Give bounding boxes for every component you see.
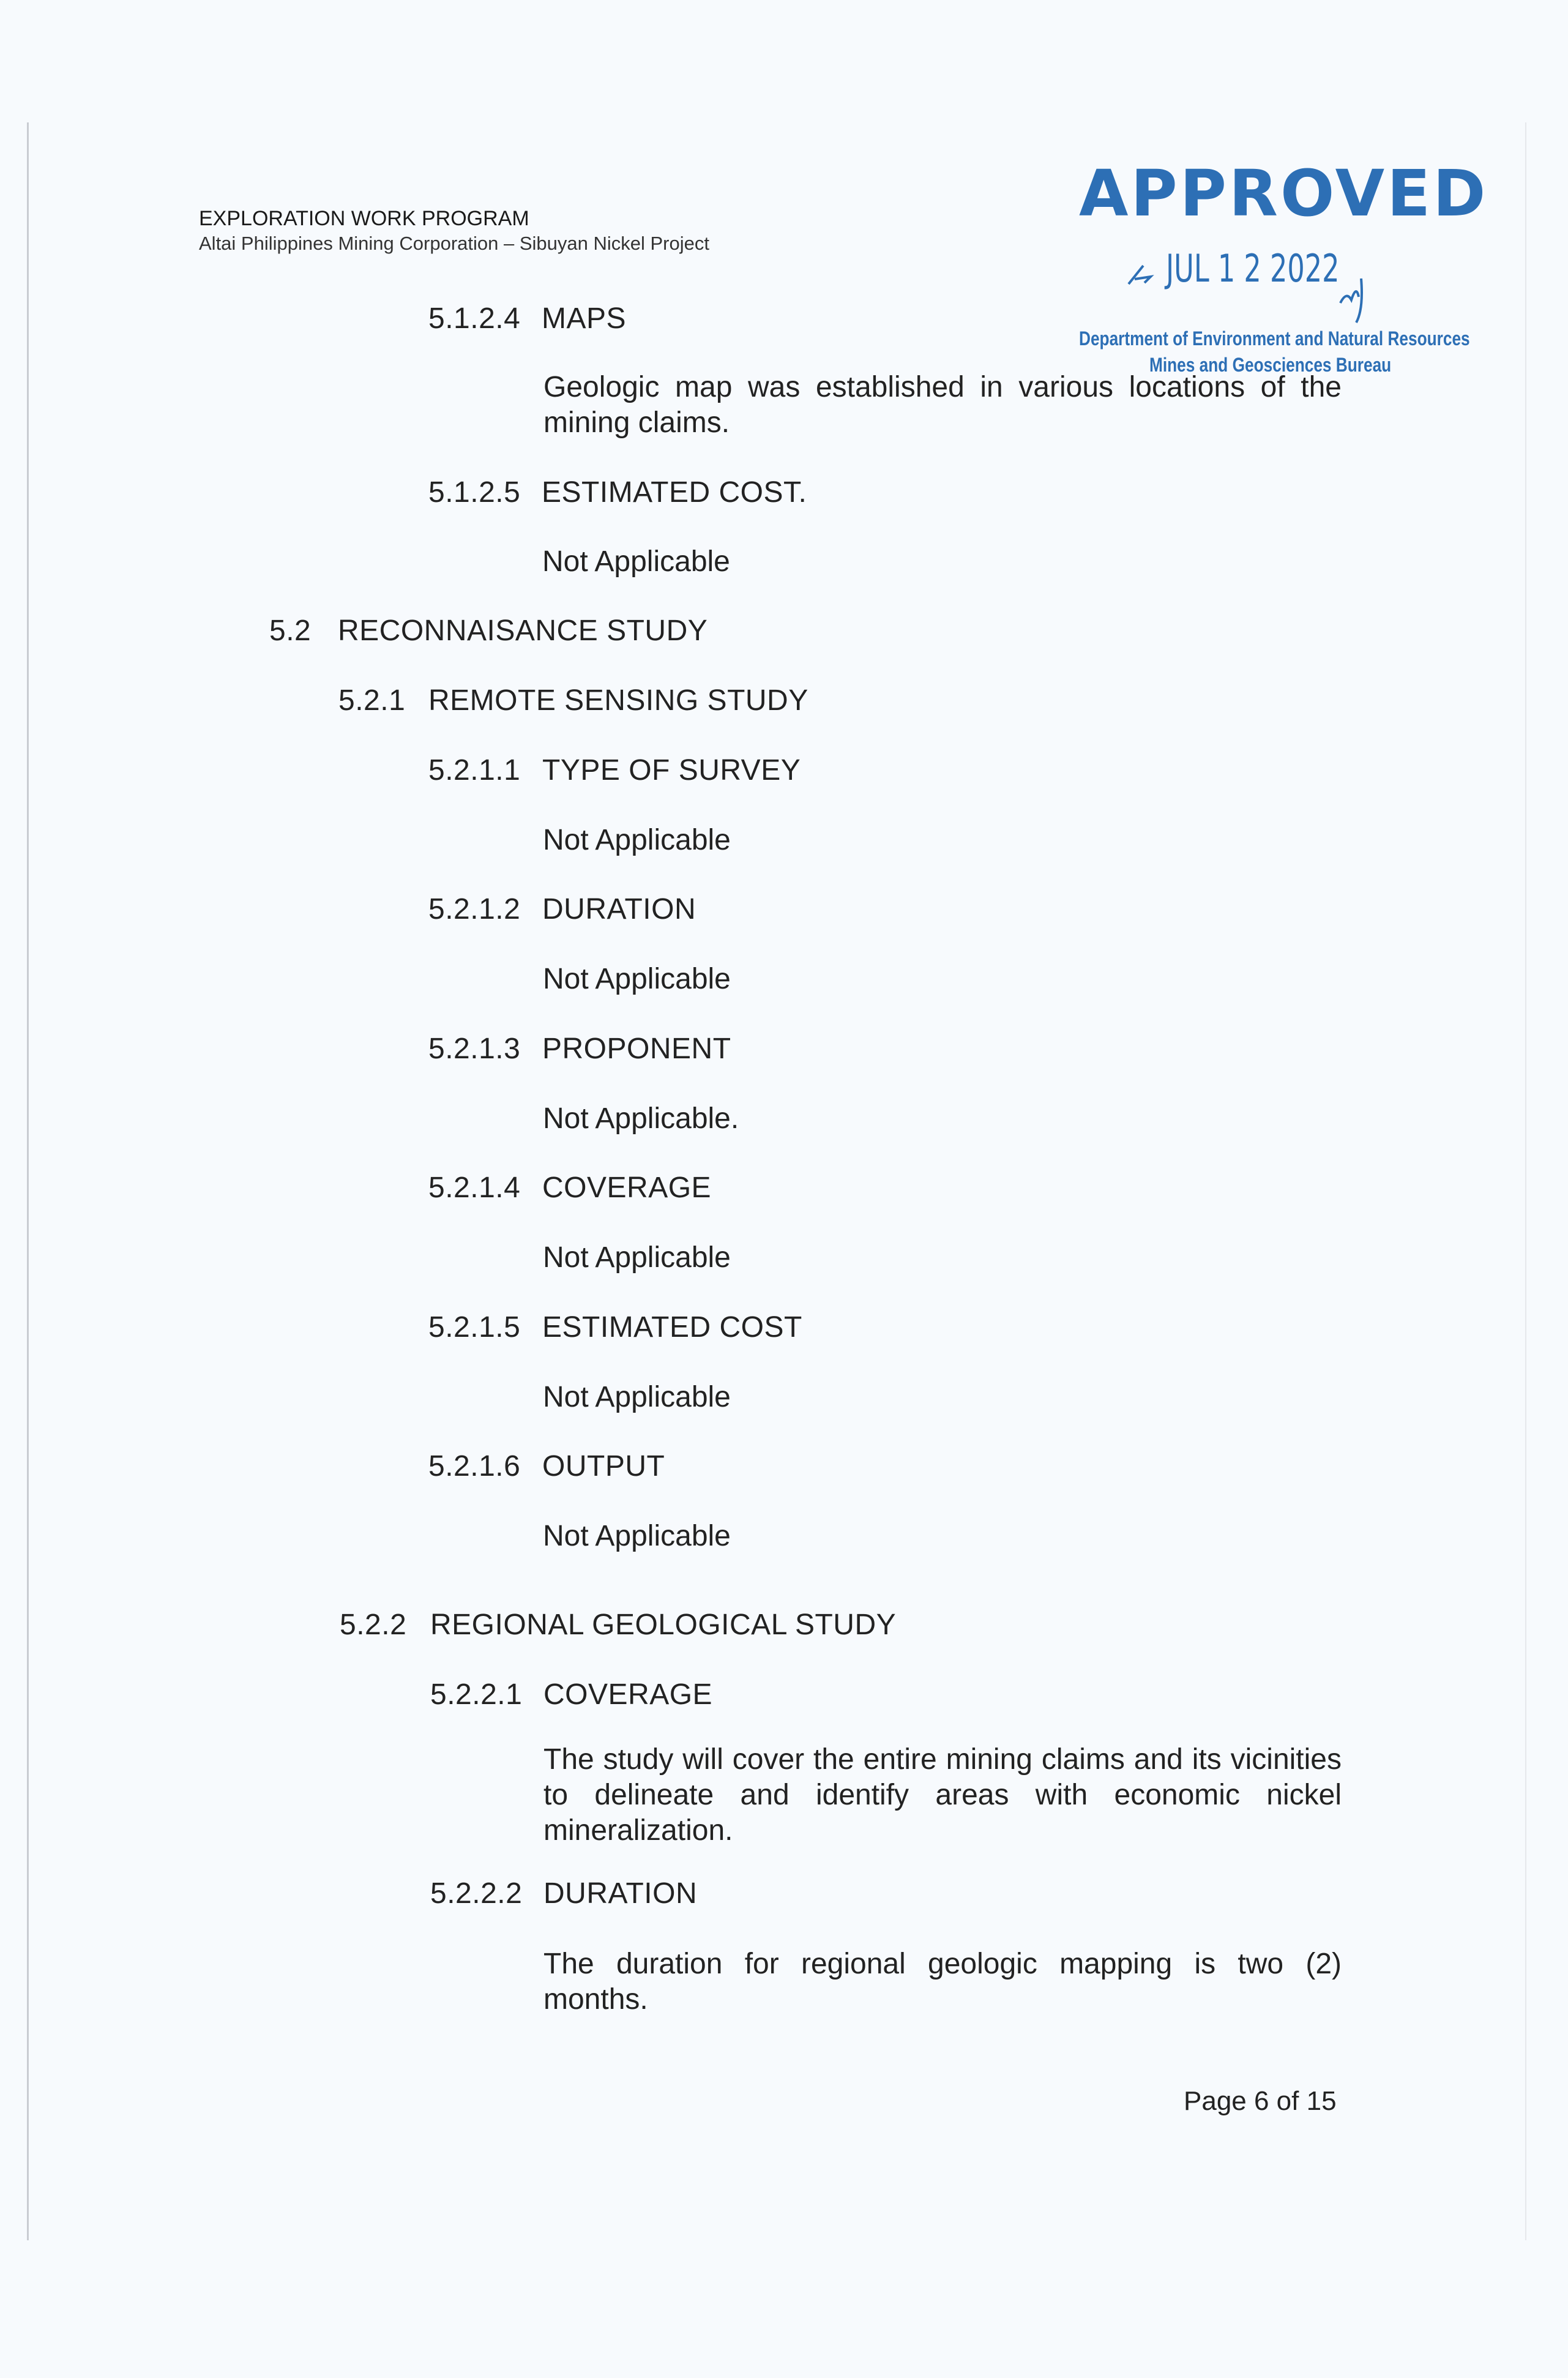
section-number: 5.2.2.1 xyxy=(430,1678,523,1711)
section-number: 5.2.2.2 xyxy=(430,1877,523,1910)
section-heading: DURATION xyxy=(542,893,696,925)
section-number: 5.2.2 xyxy=(340,1609,407,1641)
section-heading: REMOTE SENSING STUDY xyxy=(428,684,808,717)
section-heading: COVERAGE xyxy=(542,1172,712,1204)
section-number: 5.2.1 xyxy=(338,684,406,717)
section-heading: TYPE OF SURVEY xyxy=(542,754,801,787)
section-heading: PROPONENT xyxy=(542,1033,731,1065)
section-body: The duration for regional geologic mapping is two (2) months. xyxy=(543,1948,1342,2016)
section-body: Not Applicable xyxy=(543,963,731,995)
stamp-bureau: Mines and Geosciences Bureau xyxy=(1149,354,1392,376)
scan-edge-left xyxy=(27,122,29,2240)
section-heading: DURATION xyxy=(543,1877,698,1910)
approved-stamp: APPROVED xyxy=(1079,156,1488,231)
section-number: 5.2.1.3 xyxy=(428,1033,521,1065)
section-number: 5.2.1.6 xyxy=(428,1450,521,1483)
document-title: EXPLORATION WORK PROGRAM xyxy=(199,207,529,230)
section-body: Not Applicable xyxy=(543,1381,731,1413)
section-number: 5.2 xyxy=(269,615,312,647)
section-heading: REGIONAL GEOLOGICAL STUDY xyxy=(430,1609,897,1641)
page-number: Page 6 of 15 xyxy=(1184,2086,1337,2116)
section-number: 5.2.1.1 xyxy=(428,754,521,787)
section-body: The study will cover the entire mining claims and its vicinities to delineate and identify areas with economic nickel mineralization. xyxy=(543,1743,1342,1847)
section-heading: OUTPUT xyxy=(542,1450,665,1483)
section-number: 5.1.2.4 xyxy=(428,302,521,335)
section-heading: MAPS xyxy=(542,302,627,335)
section-number: 5.2.1.4 xyxy=(428,1172,521,1204)
section-body: Not Applicable xyxy=(543,1520,731,1552)
section-body: Not Applicable xyxy=(543,1241,731,1274)
section-number: 5.2.1.5 xyxy=(428,1311,521,1344)
document-subtitle: Altai Philippines Mining Corporation – Sibuyan Nickel Project xyxy=(199,233,709,254)
section-body: Not Applicable xyxy=(542,545,730,578)
section-number: 5.1.2.5 xyxy=(428,476,521,509)
scan-edge-right xyxy=(1525,122,1526,2240)
stamp-date: JUL 1 2 2022 xyxy=(1166,246,1340,291)
section-number: 5.2.1.2 xyxy=(428,893,521,925)
section-heading: ESTIMATED COST. xyxy=(542,476,807,509)
section-body: Not Applicable. xyxy=(543,1102,739,1135)
signature-mark-icon xyxy=(1126,262,1157,286)
initials-mark-icon xyxy=(1334,254,1371,327)
stamp-department: Department of Environment and Natural Resources xyxy=(1079,327,1470,350)
section-heading: COVERAGE xyxy=(543,1678,713,1711)
section-body: Geologic map was established in various locations of the mining claims. xyxy=(543,371,1342,439)
section-body: Not Applicable xyxy=(543,824,731,856)
section-heading: RECONNAISANCE STUDY xyxy=(338,615,708,647)
section-heading: ESTIMATED COST xyxy=(542,1311,802,1344)
